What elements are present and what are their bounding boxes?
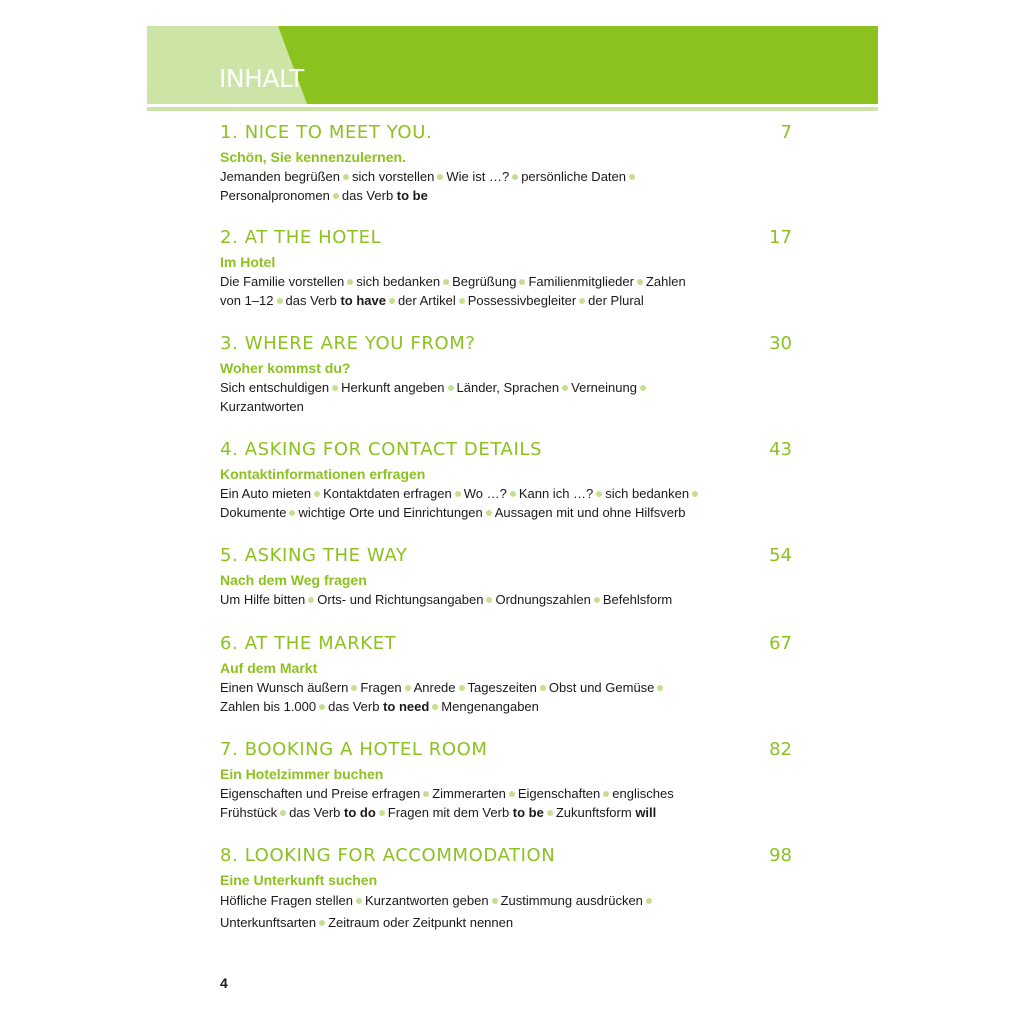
topic-text: Wo …? — [463, 486, 507, 501]
topic-text: Jemanden begrüßen — [220, 169, 340, 184]
bullet-dot-icon — [510, 491, 516, 497]
topic-text: wichtige Orte und Einrichtungen — [298, 505, 483, 520]
topic-keyword: to do — [344, 805, 376, 820]
chapter-page-number: 82 — [769, 739, 792, 760]
topic-text: sich bedanken — [356, 274, 441, 289]
toc-entry-6[interactable] — [220, 633, 800, 716]
bullet-dot-icon — [314, 491, 320, 497]
chapter-topics — [220, 272, 800, 310]
topic-text: Zustimmung ausdrücken — [500, 893, 643, 908]
topic-text: von 1–12 — [220, 293, 274, 308]
topic-line — [220, 678, 800, 697]
bullet-dot-icon — [332, 385, 338, 391]
chapter-page-number: 30 — [769, 333, 792, 354]
bullet-dot-icon — [356, 898, 362, 904]
bullet-dot-icon — [562, 385, 568, 391]
topic-line — [220, 186, 800, 205]
chapter-title: 7. BOOKING A HOTEL ROOM — [220, 739, 488, 760]
topic-keyword: to be — [396, 188, 428, 203]
bullet-dot-icon — [423, 791, 429, 797]
page-number: 4 — [220, 975, 228, 991]
toc-entry-3[interactable] — [220, 333, 800, 416]
topic-text: persönliche Daten — [521, 169, 626, 184]
topic-text: Zeitraum oder Zeitpunkt nennen — [328, 915, 514, 930]
bullet-dot-icon — [540, 685, 546, 691]
bullet-dot-icon — [519, 279, 525, 285]
chapter-subtitle: Auf dem Markt — [220, 660, 318, 676]
topic-line — [220, 890, 800, 912]
bullet-dot-icon — [459, 685, 465, 691]
topic-text: Kurzantworten — [220, 399, 304, 414]
topic-text: Die Familie vorstellen — [220, 274, 345, 289]
bullet-dot-icon — [512, 174, 518, 180]
topic-text: Herkunft angeben — [341, 380, 445, 395]
bullet-dot-icon — [277, 298, 283, 304]
topic-text: Ordnungszahlen — [495, 592, 591, 607]
topic-text: Zahlen bis 1.000 — [220, 699, 317, 714]
chapter-title: 4. ASKING FOR CONTACT DETAILS — [220, 439, 543, 460]
toc-entry-2[interactable] — [220, 227, 800, 310]
toc-entry-5[interactable] — [220, 545, 800, 609]
topic-line — [220, 167, 800, 186]
chapter-page-number: 67 — [769, 633, 792, 654]
topic-text: Fragen — [360, 680, 402, 695]
topic-line — [220, 378, 800, 397]
topic-text: das Verb — [341, 188, 397, 203]
topic-text: Orts- und Richtungsangaben — [317, 592, 484, 607]
topic-line — [220, 590, 800, 609]
topic-text: Zimmerarten — [432, 786, 506, 801]
topic-text: Befehlsform — [602, 592, 673, 607]
bullet-dot-icon — [596, 491, 602, 497]
topic-line — [220, 503, 800, 522]
bullet-dot-icon — [455, 491, 461, 497]
topic-text: das Verb — [285, 293, 341, 308]
topic-text: Ein Auto mieten — [220, 486, 312, 501]
topic-text: Einen Wunsch äußern — [220, 680, 349, 695]
bullet-dot-icon — [594, 597, 600, 603]
bullet-dot-icon — [459, 298, 465, 304]
topic-keyword: to need — [383, 699, 430, 714]
chapter-topics — [220, 678, 800, 716]
chapter-heading — [220, 439, 800, 465]
bullet-dot-icon — [308, 597, 314, 603]
chapter-page-number: 17 — [769, 227, 792, 248]
topic-text: Zahlen — [645, 274, 686, 289]
topic-text: sich bedanken — [605, 486, 690, 501]
chapter-title: 2. AT THE HOTEL — [220, 227, 382, 248]
chapter-page-number: 54 — [769, 545, 792, 566]
chapter-heading — [220, 122, 800, 148]
chapter-subtitle: Eine Unterkunft suchen — [220, 872, 378, 888]
bullet-dot-icon — [343, 174, 349, 180]
topic-line — [220, 484, 800, 503]
page-title: INHALT — [219, 64, 304, 93]
chapter-topics — [220, 890, 800, 934]
chapter-heading — [220, 739, 800, 765]
bullet-dot-icon — [389, 298, 395, 304]
chapter-title: 1. NICE TO MEET YOU. — [220, 122, 433, 143]
chapter-topics — [220, 590, 800, 609]
chapter-heading — [220, 845, 800, 871]
topic-text: Um Hilfe bitten — [220, 592, 306, 607]
bullet-dot-icon — [280, 810, 286, 816]
chapter-topics — [220, 167, 800, 205]
topic-text: englisches — [612, 786, 674, 801]
topic-keyword: to be — [512, 805, 544, 820]
topic-text: Eigenschaften und Preise erfragen — [220, 786, 421, 801]
chapter-page-number: 98 — [769, 845, 792, 866]
topic-text: Anrede — [413, 680, 456, 695]
topic-text: Kann ich …? — [518, 486, 594, 501]
bullet-dot-icon — [448, 385, 454, 391]
bullet-dot-icon — [657, 685, 663, 691]
chapter-subtitle: Ein Hotelzimmer buchen — [220, 766, 384, 782]
chapter-heading — [220, 333, 800, 359]
topic-text: Obst und Gemüse — [548, 680, 655, 695]
chapter-title: 5. ASKING THE WAY — [220, 545, 408, 566]
chapter-page-number: 43 — [769, 439, 792, 460]
chapter-heading — [220, 227, 800, 253]
topic-text: sich vorstellen — [351, 169, 435, 184]
bullet-dot-icon — [640, 385, 646, 391]
bullet-dot-icon — [405, 685, 411, 691]
bullet-dot-icon — [637, 279, 643, 285]
bullet-dot-icon — [492, 898, 498, 904]
topic-text: Begrüßung — [452, 274, 517, 289]
topic-text: Familienmitglieder — [528, 274, 634, 289]
chapter-topics — [220, 784, 800, 822]
bullet-dot-icon — [437, 174, 443, 180]
topic-text: das Verb — [328, 699, 384, 714]
bullet-dot-icon — [333, 193, 339, 199]
topic-text: Tageszeiten — [467, 680, 537, 695]
bullet-dot-icon — [432, 704, 438, 710]
topic-line — [220, 397, 800, 416]
bullet-dot-icon — [319, 920, 325, 926]
bullet-dot-icon — [579, 298, 585, 304]
bullet-dot-icon — [486, 597, 492, 603]
chapter-heading — [220, 633, 800, 659]
topic-keyword: to have — [340, 293, 386, 308]
topic-text: Wie ist …? — [446, 169, 510, 184]
topic-text: Kurzantworten geben — [364, 893, 489, 908]
topic-text: Personalpronomen — [220, 188, 330, 203]
bullet-dot-icon — [547, 810, 553, 816]
header-banner — [147, 26, 878, 104]
bullet-dot-icon — [646, 898, 652, 904]
bullet-dot-icon — [289, 510, 295, 516]
chapter-subtitle: Schön, Sie kennenzulernen. — [220, 149, 406, 165]
topic-text: Mengenangaben — [441, 699, 539, 714]
bullet-dot-icon — [347, 279, 353, 285]
topic-keyword: will — [635, 805, 657, 820]
toc-entry-1[interactable] — [220, 122, 800, 205]
chapter-topics — [220, 484, 800, 522]
topic-text: Possessivbegleiter — [467, 293, 577, 308]
topic-text: der Plural — [588, 293, 644, 308]
topic-line — [220, 697, 800, 716]
topic-line — [220, 803, 800, 822]
topic-text: Aussagen mit und ohne Hilfsverb — [494, 505, 686, 520]
chapter-heading — [220, 545, 800, 571]
bullet-dot-icon — [629, 174, 635, 180]
topic-text: Sich entschuldigen — [220, 380, 330, 395]
topic-text: Eigenschaften — [517, 786, 601, 801]
topic-line — [220, 912, 800, 934]
bullet-dot-icon — [319, 704, 325, 710]
topic-text: Höfliche Fragen stellen — [220, 893, 353, 908]
topic-text: Fragen mit dem Verb — [387, 805, 513, 820]
chapter-title: 3. WHERE ARE YOU FROM? — [220, 333, 476, 354]
bullet-dot-icon — [351, 685, 357, 691]
chapter-subtitle: Woher kommst du? — [220, 360, 351, 376]
bullet-dot-icon — [379, 810, 385, 816]
toc-entry-8[interactable] — [220, 845, 800, 934]
topic-text: Unterkunftsarten — [220, 915, 317, 930]
topic-line — [220, 291, 800, 310]
toc-entry-7[interactable] — [220, 739, 800, 822]
topic-text: Verneinung — [571, 380, 637, 395]
bullet-dot-icon — [692, 491, 698, 497]
topic-text: Zukunftsform — [555, 805, 636, 820]
bullet-dot-icon — [603, 791, 609, 797]
bullet-dot-icon — [486, 510, 492, 516]
chapter-page-number: 7 — [780, 122, 792, 143]
topic-line — [220, 784, 800, 803]
topic-text: Frühstück — [220, 805, 278, 820]
header-rule — [147, 107, 878, 111]
chapter-subtitle: Nach dem Weg fragen — [220, 572, 367, 588]
topic-text: Länder, Sprachen — [456, 380, 560, 395]
topic-text: Dokumente — [220, 505, 287, 520]
topic-line — [220, 272, 800, 291]
chapter-title: 8. LOOKING FOR ACCOMMODATION — [220, 845, 556, 866]
bullet-dot-icon — [509, 791, 515, 797]
bullet-dot-icon — [443, 279, 449, 285]
toc-entry-4[interactable] — [220, 439, 800, 522]
chapter-subtitle: Kontaktinformationen erfragen — [220, 466, 426, 482]
chapter-topics — [220, 378, 800, 416]
chapter-subtitle: Im Hotel — [220, 254, 276, 270]
topic-text: der Artikel — [397, 293, 456, 308]
chapter-title: 6. AT THE MARKET — [220, 633, 397, 654]
topic-text: Kontaktdaten erfragen — [323, 486, 452, 501]
topic-text: das Verb — [289, 805, 345, 820]
